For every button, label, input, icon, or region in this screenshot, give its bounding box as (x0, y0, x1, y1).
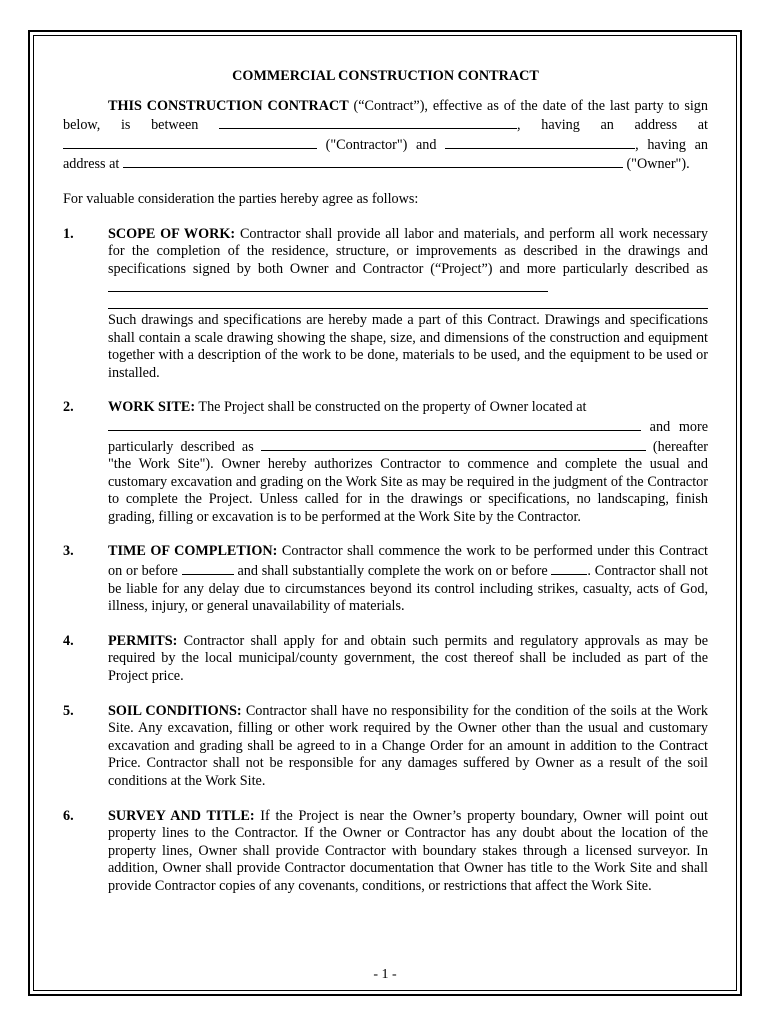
intro-paragraph (63, 98, 708, 174)
section-heading: PERMITS: (108, 632, 178, 649)
project-description-field-2[interactable] (108, 298, 708, 309)
section-text: Contractor shall apply for and obtain such permits and regulatory approvals as may be required by the local municipal/county government, the cost thereof shall be included as part of the Project price. (108, 632, 708, 685)
section-text: Contractor shall commence the work to be performed under this Contract on or before (108, 543, 708, 580)
section-soil-conditions (63, 703, 708, 791)
section-text-2: Such drawings and specifications are hereby made a part of this Contract. Drawings and specifications shall contain a scale drawing showing the shape, size, and dimensions of the construction and equipment together with a description of the work to be done, materials to be used, and the equipment to be used or installed. (108, 311, 708, 381)
intro-text-4: , having an address at (63, 136, 708, 173)
section-heading: SOIL CONDITIONS: (108, 702, 242, 719)
section-number: 4. (63, 632, 74, 649)
section-survey-and-title (63, 808, 708, 896)
section-number: 2. (63, 399, 74, 416)
project-description-field[interactable] (108, 278, 548, 292)
owner-address-field[interactable] (123, 154, 623, 168)
section-scope-of-work (63, 226, 708, 383)
intro-text-2: , having an address at (517, 117, 708, 134)
intro-bold-lead: THIS CONSTRUCTION CONTRACT (108, 97, 349, 114)
work-site-location-field[interactable] (108, 417, 641, 431)
intro-text-1: (“Contract”), effective as of the date of the last party to sign below, is between (63, 97, 708, 134)
section-heading: TIME OF COMPLETION: (108, 543, 278, 560)
section-number: 3. (63, 543, 74, 560)
section-text: Contractor shall provide all labor and materials, and perform all work necessary for the completion of the residence, structure, or improvements as described in the drawings and specifications signed by both Owner and Contractor (“Project”) and more particularly described as (108, 225, 708, 277)
owner-name-field[interactable] (445, 135, 635, 149)
section-text-3: . Contractor shall not be liable for any delay due to circumstances beyond its control including strikes, casualty, acts of God, illness, injury, or general unavailability of materials. (108, 563, 708, 615)
section-text-2: and more particularly described as (108, 418, 708, 455)
commence-date-field[interactable] (182, 561, 234, 575)
section-text: If the Project is near the Owner’s property boundary, Owner will point out property lines to the Contractor. If the Owner or Contractor has any doubt about the location of the property lines, Owner shall provide Contractor with boundary stakes through a licensed surveyor. In addition, Owner shall provide Contractor documentation that Owner has title to the Work Site and shall provide Contractor copies of any covenants, conditions, or restrictions that affect the Work Site. (108, 807, 708, 894)
section-permits (63, 633, 708, 686)
completion-date-field[interactable] (551, 561, 587, 575)
section-text-3: (hereafter "the Work Site"). Owner hereby authorizes Contractor to commence and complete the usual and customary excavation and grading on the Work Site as may be required in the judgment of the Contractor to complete the Project. Unless called for in the drawings or specifications, no landscaping, finish grading, filling or excavation is to be performed at the Work Site by the Contractor. (108, 438, 708, 525)
section-work-site (63, 399, 708, 526)
intro-text-3: ("Contractor") and (317, 136, 446, 153)
section-text: The Project shall be constructed on the property of Owner located at (195, 399, 587, 416)
intro-text-5: ("Owner"). (622, 156, 690, 173)
contractor-address-field[interactable] (63, 135, 317, 149)
contractor-name-field[interactable] (219, 115, 517, 129)
consideration-text: For valuable consideration the parties hereby agree as follows: (63, 190, 419, 207)
document-title: COMMERCIAL CONSTRUCTION CONTRACT (232, 68, 539, 84)
document-page (63, 64, 708, 896)
section-text-2: and shall substantially complete the work on or before (233, 563, 552, 580)
section-heading: SURVEY AND TITLE: (108, 807, 255, 824)
section-time-of-completion (63, 543, 708, 615)
section-heading: SCOPE OF WORK: (108, 225, 236, 242)
work-site-description-field[interactable] (261, 437, 646, 451)
page-number: - 1 - (373, 967, 397, 982)
section-text: Contractor shall have no responsibility for the condition of the soils at the Work Site. Any excavation, filling or other work required by the Owner other than the usual and customary excavation and grading shall be agreed to in a Change Order for an amount in addition to the Contract Price. Contractor shall not be responsible for any damages suffered by Owner as a result of the soil conditions at the Work Site. (108, 702, 708, 789)
section-number: 6. (63, 807, 74, 824)
section-number: 5. (63, 702, 74, 719)
section-number: 1. (63, 225, 74, 242)
section-heading: WORK SITE: (108, 399, 196, 416)
